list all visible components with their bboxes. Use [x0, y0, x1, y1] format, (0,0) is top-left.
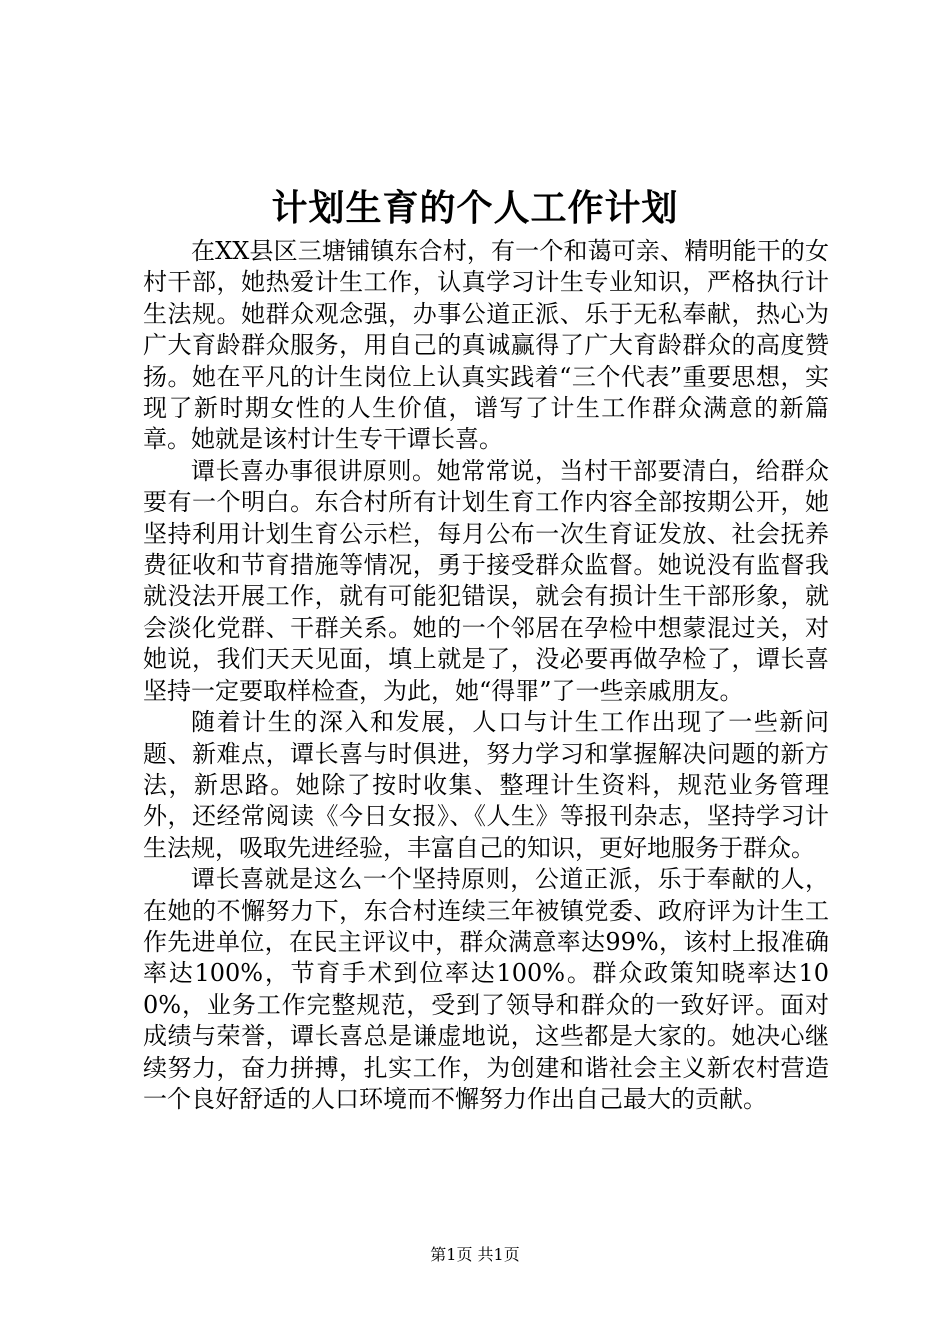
paragraph: 在XX县区三塘铺镇东合村，有一个和蔼可亲、精明能干的女村干部，她热爱计生工作，认真学习计生专业知识，严格执行计生法规。她群众观念强，办事公道正派、乐于无私奉献，热心为广大育龄群众服务，用自己的真诚赢得了广大育龄群众的高度赞扬。她在平凡的计生岗位上认真实践着“三个代表”重要思想，实现了新时期女性的人生价值，谱写了计生工作群众满意的新篇章。她就是该村计生专干谭长喜。 [143, 237, 829, 454]
paragraph: 谭长喜就是这么一个坚持原则，公道正派，乐于奉献的人，在她的不懈努力下，东合村连续三年被镇党委、政府评为计生工作先进单位，在民主评议中，群众满意率达99%，该村上报准确率达100%，节育手术到位率达100%。群众政策知晓率达100%，业务工作完整规范，受到了领导和群众的一致好评。面对成绩与荣誉，谭长喜总是谦虚地说，这些都是大家的。她决心继续努力，奋力拼搏，扎实工作，为创建和谐社会主义新农村营造一个良好舒适的人口环境而不懈努力作出自己最大的贡献。 [143, 865, 829, 1113]
paragraph: 谭长喜办事很讲原则。她常常说，当村干部要清白，给群众要有一个明白。东合村所有计划生育工作内容全部按期公开，她坚持利用计划生育公示栏，每月公布一次生育证发放、社会抚养费征收和节育措施等情况，勇于接受群众监督。她说没有监督我就没法开展工作，就有可能犯错误，就会有损计生干部形象，就会淡化党群、干群关系。她的一个邻居在孕检中想蒙混过关，对她说，我们天天见面，填上就是了，没必要再做孕检了，谭长喜坚持一定要取样检查，为此，她“得罪”了一些亲戚朋友。 [143, 456, 829, 705]
document-body [143, 236, 829, 1115]
paragraph: 随着计生的深入和发展，人口与计生工作出现了一些新问题、新难点，谭长喜与时俱进，努力学习和掌握解决问题的新方法，新思路。她除了按时收集、整理计生资料，规范业务管理外，还经常阅读《今日女报》、《人生》等报刊杂志，坚持学习计生法规，吸取先进经验，丰富自己的知识，更好地服务于群众。 [143, 708, 829, 862]
document-title: 计划生育的个人工作计划 [271, 187, 679, 229]
page-footer: 第1页 共1页 [430, 1245, 520, 1264]
